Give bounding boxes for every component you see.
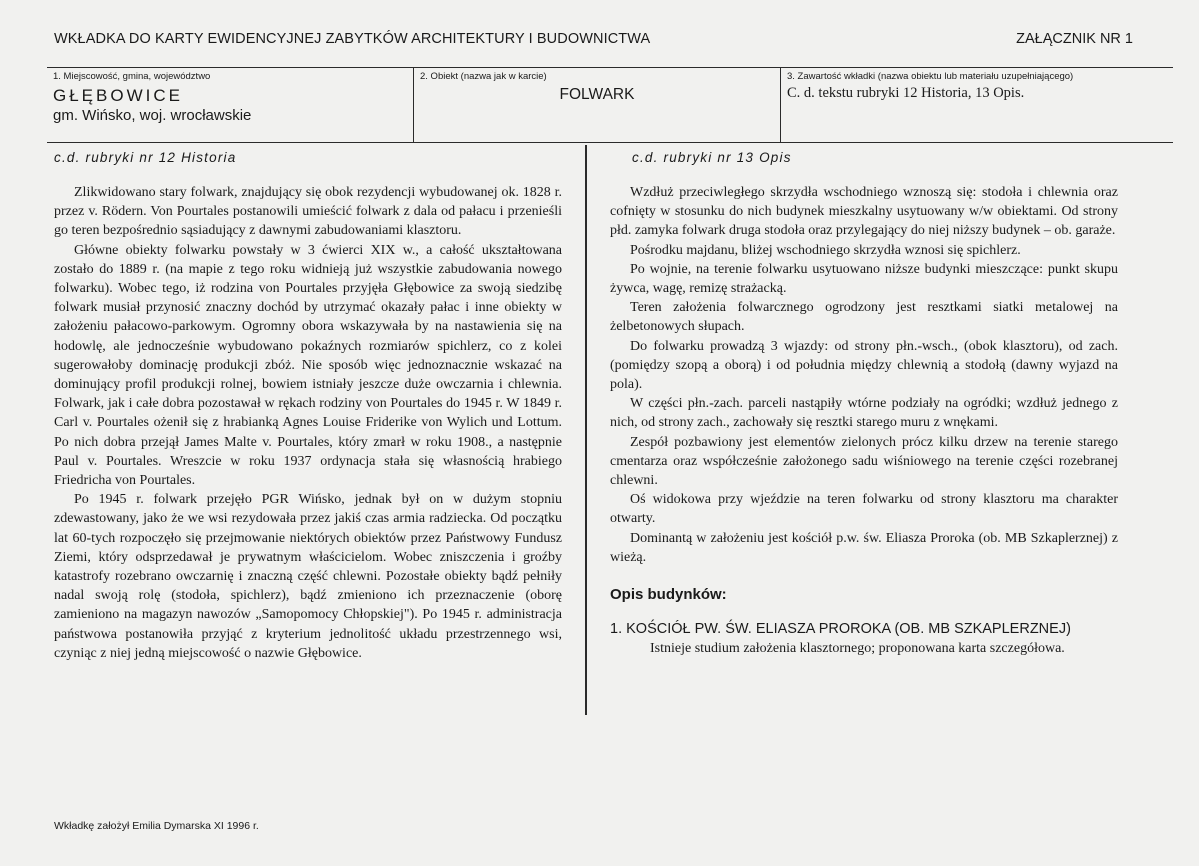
- history-heading: c.d. rubryki nr 12 Historia: [54, 150, 237, 165]
- annex-label: ZAŁĄCZNIK NR 1: [1016, 31, 1133, 47]
- description-paragraph: Do folwarku prowadzą 3 wjazdy: od strony płn.-wsch., (obok klasztoru), od zach. (pomiędzy szopą a oborą) i od południa między chlewnią a stodołą (dawny wyjazd na pola).: [610, 338, 1118, 393]
- description-paragraph: Zespół pozbawiony jest elementów zielonych prócz kilku drzew na terenie starego cmentarza oraz współcześnie założonego sadu wiśniowego na terenie części rozebranej chlewni.: [610, 434, 1118, 489]
- description-column: [610, 183, 1118, 659]
- column-divider: [585, 145, 587, 715]
- footer-note: Wkładkę założył Emilia Dymarska XI 1996 r.: [54, 820, 259, 832]
- description-paragraph: Teren założenia folwarcznego ogrodzony jest resztkami siatki metalowej na żelbetonowych słupach.: [610, 300, 1118, 335]
- contents-caption: 3. Zawartość wkładki (nazwa obiektu lub materiału uzupełniającego): [787, 71, 1074, 82]
- history-paragraph: Po 1945 r. folwark przejęło PGR Wińsko, jednak był on w dużym stopniu zdewastowany, jako że we wsi rezydowała przez jakiś czas armia radziecka. Od początku lat 60-tych rozpoczęło się przejmowanie niektórych obiektów przez Państwowy Fundusz Ziemi, który odsprzedawał je prywatnym właścicielom. Wobec zniszczenia i groźby katastrofy rozebrano owczarnię i znaczną część chlewni. Pozostałe obiekty bądź pełniły nadal swoją rolę (stodoła, spichlerz), bądź zmieniono ich przeznaczenie (oborę zamieniono na magazyn nawozów „Samopomocy Chłopskiej"). Po 1945 r. administracja państwowa postanowiła przyjąć z kryterium jednolitość układu przestrzennego wsi, czyniąc z niej jedną miejscowość o nazwie Głębowice.: [54, 492, 562, 661]
- history-column: [54, 183, 562, 663]
- object-name: FOLWARK: [559, 86, 635, 103]
- description-paragraph: W części płn.-zach. parceli nastąpiły wtórne podziały na ogródki; wzdłuż jednego z nich, od strony zach., zachowały się resztki starego muru z wnękami.: [610, 396, 1118, 431]
- building-item: 1. KOŚCIÓŁ PW. ŚW. ELIASZA PROROKA (OB. MB SZKAPLERZNEJ): [610, 621, 1071, 638]
- description-heading: c.d. rubryki nr 13 Opis: [632, 150, 792, 165]
- description-paragraph: Oś widokowa przy wjeździe na teren folwarku od strony klasztoru ma charakter otwarty.: [610, 492, 1118, 527]
- history-paragraph: Zlikwidowano stary folwark, znajdujący się obok rezydencji wybudowanej ok. 1828 r. przez v. Rödern. Von Pourtales postanowili umieścić folwark z dala od pałacu i przenieśli go teren bezpośrednio sąsiadujący z dawnymi zabudowaniami klasztoru.: [54, 185, 562, 239]
- description-paragraph: Wzdłuż przeciwległego skrzydła wschodniego wznoszą się: stodoła i chlewnia oraz cofnięty w stosunku do nich budynek mieszkalny usytuowany w/w obiektami. Od strony płd. zamyka folwark druga stodoła oraz przylegający do niej niższy budynek – ob. garaże.: [610, 185, 1118, 239]
- contents-cell: [780, 68, 1173, 142]
- location-cell: [47, 68, 413, 142]
- gmina-text: gm. Wińsko, woj. wrocławskie: [53, 107, 252, 124]
- location-caption: 1. Miejscowość, gmina, województwo: [53, 71, 211, 82]
- description-paragraph: Po wojnie, na terenie folwarku usytuowano niższe budynki mieszczące: punkt skupu żywca, wagę, remizę strażacką.: [610, 261, 1118, 297]
- contents-text: C. d. tekstu rubryki 12 Historia, 13 Opis.: [787, 85, 1025, 101]
- history-paragraph: Główne obiekty folwarku powstały w 3 ćwierci XIX w., a całość ukształtowana zostało do 1889 r. (na mapie z tego roku widnieją już wszystkie zabudowania nowego folwarku). Wobec tego, iż rodzina von Pourtales przyjęła Głębowice za swoją siedzibę folwark musiał przynosić znaczny dochód by utrzymać okazały pałac i inne obiekty w założeniu pałacowo-parkowym. Ogromny obora wskazywała by na nastawienia się na hodowlę, ale jednocześnie wybudowano pokaźnych rozmiarów spichlerz, co z kolei sugerowałoby dominację produkcji zbóż. Nie sposób więc jednoznacznie wskazać na dominujący profil produkcji rolnej, bowiem istniały jeszcze duże owczarnia i chlewnia. Folwark, jak i całe dobra pozostawał w rękach rodziny von Pourtales do 1945 r. W 1849 r. Carl v. Pourtales ożenił się z hrabianką Agnes Louise Friderike von Wylich und Lottum. Po nich dobra przejął James Malte v. Pourtales, który zmarł w roku 1908., a następnie Paul v. Pourtales. Wreszcie w roku 1937 ordynacja stała się własnością hrabiego Friedricha von Pourtales.: [54, 242, 562, 489]
- description-paragraph: Pośrodku majdanu, bliżej wschodniego skrzydła wznosi się spichlerz.: [630, 242, 1021, 258]
- object-caption: 2. Obiekt (nazwa jak w karcie): [420, 71, 547, 82]
- header-box: [47, 67, 1173, 143]
- building-item-note: Istnieje studium założenia klasztornego; proponowana karta szczegółowa.: [650, 641, 1065, 657]
- object-cell: [413, 68, 780, 142]
- description-paragraph: Dominantą w założeniu jest kościół p.w. św. Eliasza Proroka (ob. MB Szkaplerznej) z wieżą.: [610, 530, 1118, 565]
- document-title: WKŁADKA DO KARTY EWIDENCYJNEJ ZABYTKÓW ARCHITEKTURY I BUDOWNICTWA: [54, 31, 651, 47]
- buildings-heading: Opis budynków:: [610, 586, 727, 604]
- place-name: GŁĘBOWICE: [53, 86, 183, 105]
